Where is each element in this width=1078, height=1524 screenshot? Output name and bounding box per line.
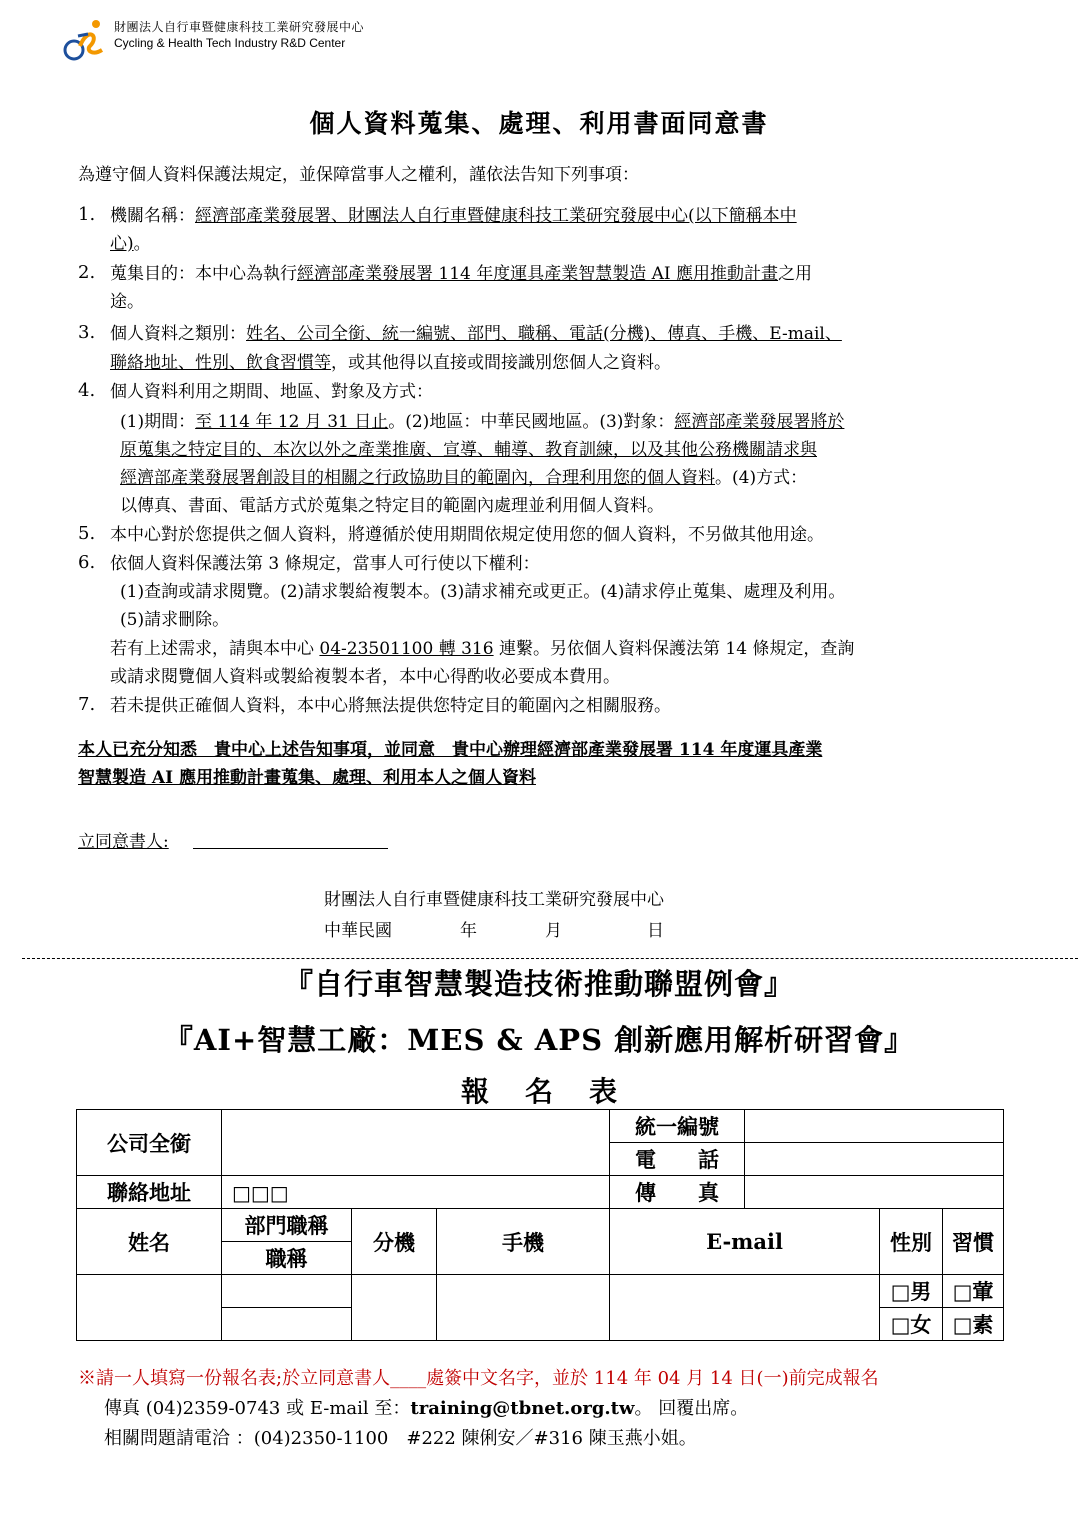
text: 經濟部產業發展署將於 xyxy=(674,412,845,432)
text: 。(2)地區：中華民國地區。(3)對象： xyxy=(388,412,675,432)
org-signature: 財團法人自行車暨健康科技工業研究發展中心 xyxy=(324,890,664,910)
fax-field[interactable] xyxy=(745,1176,1004,1209)
consent-item-7: 若未提供正確個人資料，本中心將無法提供您特定目的範圍內之相關服務。 xyxy=(110,696,671,716)
text: 。(4)方式： xyxy=(715,468,808,488)
item-number: 2. xyxy=(78,262,96,283)
consent-item-3-cont xyxy=(110,351,671,375)
ext-label: 分機 xyxy=(352,1209,437,1275)
consent-item-6-a: (1)查詢或請求閱覽。(2)請求製給複製本。(3)請求補充或更正。(4)請求停止蒐集、處理及利用。 xyxy=(120,582,846,602)
email-label: E-mail xyxy=(610,1209,880,1275)
ext-field[interactable] xyxy=(352,1275,437,1341)
consent-title: 個人資料蒐集、處理、利用書面同意書 xyxy=(309,109,769,138)
consent-item-4: 個人資料利用之期間、地區、對象及方式： xyxy=(110,382,433,402)
item-number: 4. xyxy=(78,380,96,401)
company-field[interactable] xyxy=(222,1110,610,1176)
jobtitle-field[interactable] xyxy=(222,1308,352,1341)
cut-line xyxy=(22,958,1078,959)
name-label: 姓名 xyxy=(77,1209,222,1275)
consent-item-5: 本中心對於您提供之個人資料，將遵循於使用期間依規定使用您的個人資料，不另做其他用途。 xyxy=(110,525,824,545)
dept-label: 部門職稱 xyxy=(222,1209,352,1242)
dept-field[interactable] xyxy=(222,1275,352,1308)
text: 個人資料之類別： xyxy=(110,324,246,344)
consent-item-2 xyxy=(110,262,812,286)
male-checkbox[interactable]: □男 xyxy=(880,1275,943,1308)
text: ，或其他得以直接或間接識別您個人之資料。 xyxy=(331,353,671,373)
date-line: 中華民國 年 月 日 xyxy=(324,921,664,941)
registration-note: ※請一人填寫一份報名表;於立同意書人____處簽中文名字，並於 114 年 04 月 14 日(一)前完成報名 xyxy=(78,1368,879,1389)
text: 。 回覆出席。 xyxy=(634,1398,749,1419)
text: 蒐集目的：本中心為執行 xyxy=(110,264,297,284)
consent-item-6-d: 或請求閱覽個人資料或製給複製本者，本中心得酌收必要成本費用。 xyxy=(110,667,620,687)
text: 傳真 (04)2359-0743 或 E-mail 至： xyxy=(104,1398,411,1419)
registration-table xyxy=(76,1109,1004,1341)
email-field[interactable] xyxy=(610,1275,880,1341)
consent-item-6-c xyxy=(110,637,854,661)
phone-field[interactable] xyxy=(745,1143,1004,1176)
consent-item-1-cont xyxy=(110,232,151,256)
text: 連繫。另依個人資料保護法第 14 條規定，查詢 xyxy=(493,639,855,659)
org-name-zh: 財團法人自行車暨健康科技工業研究發展中心 xyxy=(114,20,365,34)
text: 心) xyxy=(110,234,134,254)
text: 。 xyxy=(133,234,151,254)
seminar-title: 『AI+智慧工廠：MES & APS 創新應用解析研習會』 xyxy=(163,1023,915,1057)
text: 至 114 年 12 月 31 日止 xyxy=(195,412,389,432)
text: 若有上述需求，請與本中心 xyxy=(110,639,320,659)
text: 姓名、公司全銜、統一編號、部門、職稱、電話(分機)、傳真、手機、E-mail、 xyxy=(246,324,842,344)
mobile-field[interactable] xyxy=(437,1275,610,1341)
phone-label: 電 話 xyxy=(610,1143,745,1176)
event-title: 『自行車智慧製造技術推動聯盟例會』 xyxy=(283,967,794,1001)
agreement-statement-cont: 智慧製造 AI 應用推動計畫蒐集、處理、利用本人之個人資料 xyxy=(78,768,536,788)
veg-checkbox[interactable]: □素 xyxy=(943,1308,1004,1341)
text: 機關名稱： xyxy=(110,206,195,226)
consent-item-4-c xyxy=(120,466,807,490)
consent-item-3 xyxy=(110,322,842,346)
consent-item-1 xyxy=(110,204,797,228)
cycling-center-logo-icon xyxy=(60,16,110,62)
header-logo xyxy=(60,14,365,66)
company-label: 公司全銜 xyxy=(77,1110,222,1176)
item-number: 1. xyxy=(78,204,96,225)
agreement-statement: 本人已充分知悉 貴中心上述告知事項，並同意 貴中心辦理經濟部產業發展署 114 年度運具產業 xyxy=(78,740,823,760)
jobtitle-label: 職稱 xyxy=(222,1242,352,1275)
address-field[interactable] xyxy=(222,1176,610,1209)
text: 經濟部產業發展署創設目的相關之行政協助目的範圍內，合理利用您的個人資料 xyxy=(120,468,715,488)
habit-label: 習慣 xyxy=(943,1209,1004,1275)
meat-checkbox[interactable]: □葷 xyxy=(943,1275,1004,1308)
text: (1)期間： xyxy=(120,412,196,432)
signature-line[interactable] xyxy=(193,848,388,849)
item-number: 7. xyxy=(78,694,96,715)
email-link[interactable]: training@tbnet.org.tw xyxy=(410,1398,635,1419)
signer-label: 立同意書人: xyxy=(78,832,169,852)
tax-id-label: 統一編號 xyxy=(610,1110,745,1143)
contact-line: 相關問題請電洽 ：(04)2350-1100 #222 陳俐安／#316 陳玉燕小姐。 xyxy=(104,1428,697,1449)
tax-id-field[interactable] xyxy=(745,1110,1004,1143)
text: 聯絡地址、性別、飲食習慣等 xyxy=(110,353,331,373)
fax-label: 傳 真 xyxy=(610,1176,745,1209)
phone-link: 04-23501100 轉 316 xyxy=(319,639,494,659)
name-field[interactable] xyxy=(77,1275,222,1341)
consent-item-6: 依個人資料保護法第 3 條規定，當事人可行使以下權利： xyxy=(110,554,540,574)
item-number: 6. xyxy=(78,552,96,573)
address-label: 聯絡地址 xyxy=(77,1176,222,1209)
consent-item-6-b: (5)請求刪除。 xyxy=(120,610,230,630)
consent-item-4-d: 以傳真、書面、電話方式於蒐集之特定目的範圍內處理並利用個人資料。 xyxy=(120,496,664,516)
text: 經濟部產業發展署、財團法人自行車暨健康科技工業研究發展中心(以下簡稱本中 xyxy=(195,206,797,226)
text: 經濟部產業發展署 114 年度運具產業智慧製造 AI 應用推動計畫 xyxy=(297,264,779,284)
female-checkbox[interactable]: □女 xyxy=(880,1308,943,1341)
postal-code-boxes: □□□ xyxy=(232,1180,289,1205)
consent-item-4-b xyxy=(120,438,817,462)
text: 之用 xyxy=(778,264,813,284)
form-title: 報名表 xyxy=(460,1075,653,1108)
item-number: 5. xyxy=(78,523,96,544)
consent-item-4-a xyxy=(120,410,844,434)
fax-email-line xyxy=(104,1394,748,1420)
gender-label: 性別 xyxy=(880,1209,943,1275)
org-name-en: Cycling & Health Tech Industry R&D Center xyxy=(114,36,346,50)
item-number: 3. xyxy=(78,322,96,343)
text: 原蒐集之特定目的、本次以外之產業推廣、宣導、輔導、教育訓練，以及其他公務機關請求與 xyxy=(120,440,817,460)
consent-intro: 為遵守個人資料保護法規定，並保障當事人之權利，謹依法告知下列事項： xyxy=(78,165,639,185)
consent-item-2-cont: 途。 xyxy=(110,292,144,312)
mobile-label: 手機 xyxy=(437,1209,610,1275)
